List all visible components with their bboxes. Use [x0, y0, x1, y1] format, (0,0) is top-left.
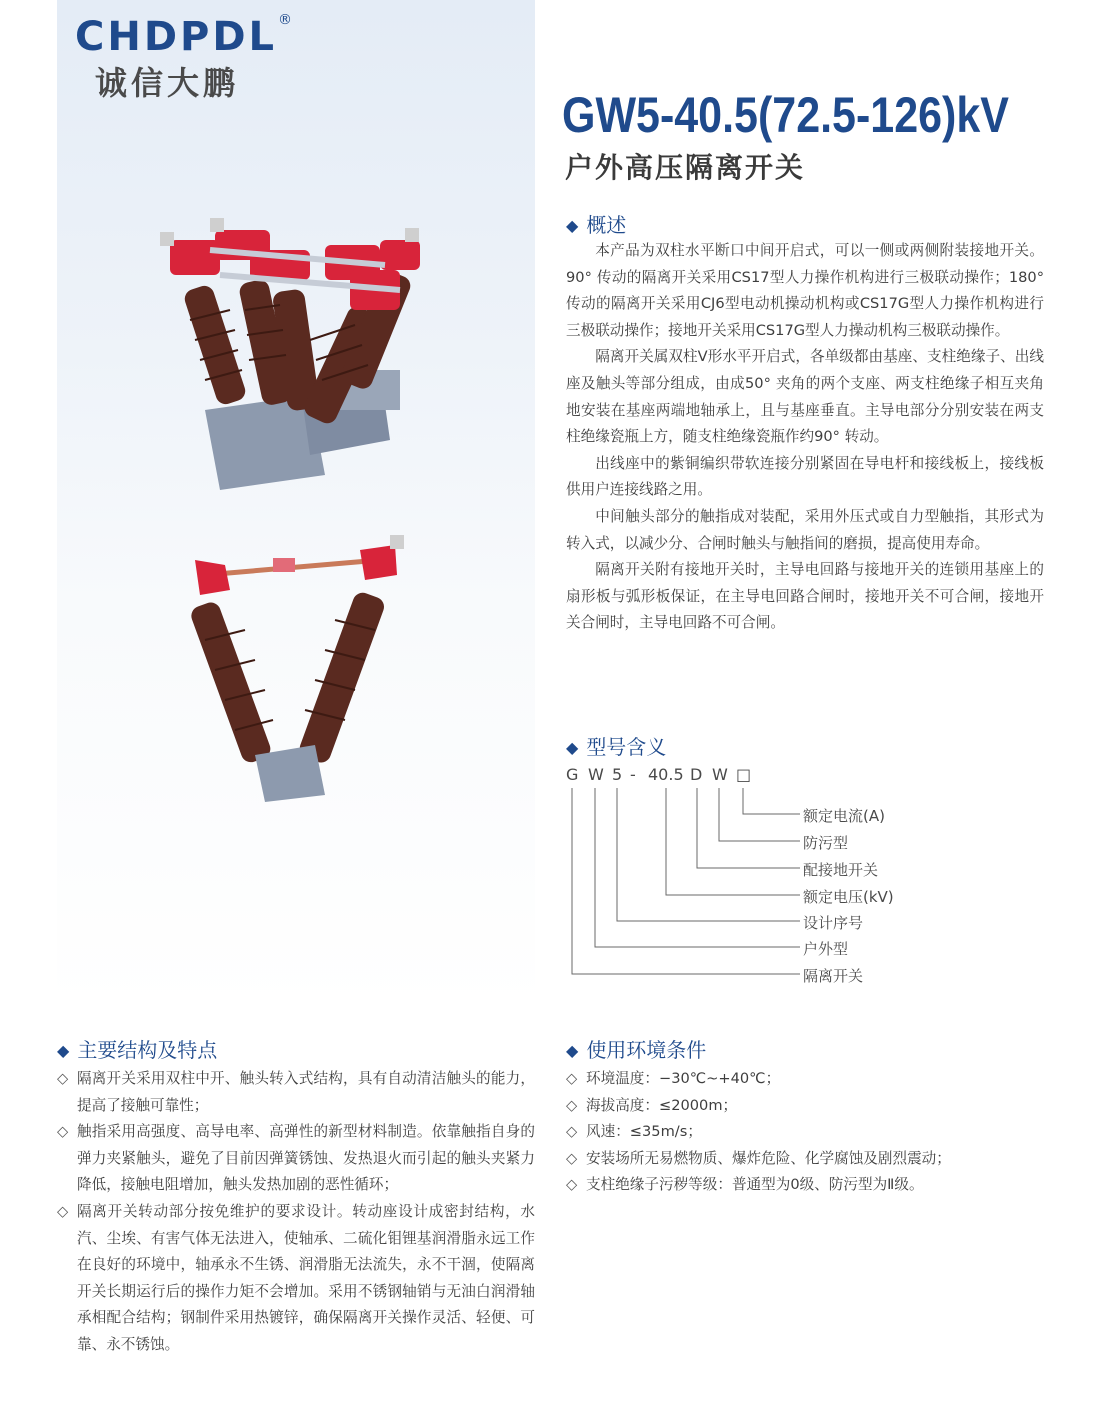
- list-item: [57, 1066, 535, 1119]
- code-g: G: [566, 765, 579, 784]
- meaning-grounding-switch: 配接地开关: [803, 861, 879, 879]
- hollow-diamond-icon: ◇: [57, 1202, 69, 1220]
- overview-heading-text: 概述: [586, 213, 627, 237]
- brand-logo: CHDPDL: [75, 14, 278, 60]
- meaning-outdoor: 户外型: [803, 940, 849, 958]
- structure-heading-text: 主要结构及特点: [77, 1038, 218, 1062]
- registered-mark: ®: [278, 12, 292, 28]
- meaning-anti-pollution: 防污型: [803, 834, 849, 852]
- code-d: D: [690, 765, 703, 784]
- list-item-text: 触指采用高强度、高导电率、高弹性的新型材料制造。依靠触指自身的弹力夹紧触头，避免了目前因弹簧锈蚀、发热退火而引起的触头夹紧力降低，接触电阻增加，触头发热加剧的恶性循环；: [77, 1123, 535, 1194]
- meaning-rated-voltage: 额定电压(kV): [803, 888, 894, 906]
- hollow-diamond-icon: ◇: [566, 1070, 578, 1087]
- brand-chinese-name: 诚信大鹏: [95, 64, 240, 102]
- hollow-diamond-icon: ◇: [57, 1123, 69, 1141]
- code-w: W: [588, 765, 604, 784]
- environment-heading: [566, 1034, 706, 1063]
- list-item: [566, 1066, 1044, 1093]
- list-item-text: 支柱绝缘子污秽等级：普通型为0级、防污型为Ⅱ级。: [586, 1176, 924, 1194]
- hollow-diamond-icon: ◇: [566, 1096, 578, 1114]
- code-5: 5: [612, 765, 623, 784]
- list-item: [566, 1146, 1044, 1173]
- overview-paragraph: 中间触头部分的触指成对装配，采用外压式或自力型触指，其形式为转入式，以减少分、合闸时触头与触指间的磨损，提高使用寿命。: [566, 507, 1044, 552]
- code-dash: -: [630, 765, 636, 784]
- list-item-text: 环境温度：−30℃~+40℃；: [586, 1070, 781, 1087]
- list-item-text: 安装场所无易燃物质、爆炸危险、化学腐蚀及剧烈震动；: [586, 1149, 951, 1167]
- diamond-icon: ◆: [57, 1041, 70, 1060]
- code-voltage: 40.5: [648, 765, 684, 784]
- hollow-diamond-icon: ◇: [566, 1176, 578, 1194]
- hollow-diamond-icon: ◇: [57, 1070, 69, 1087]
- environment-heading-text: 使用环境条件: [586, 1038, 707, 1062]
- meaning-design-number: 设计序号: [803, 914, 864, 932]
- overview-paragraph: 出线座中的紫铜编织带软连接分别紧固在导电杆和接线板上，接线板供用户连接线路之用。: [566, 454, 1044, 499]
- code-box: □: [736, 765, 752, 784]
- list-item-text: 隔离开关采用双柱中开、触头转入式结构，具有自动清洁触头的能力，提高了接触可靠性；: [77, 1070, 535, 1114]
- diamond-icon: ◆: [566, 738, 579, 757]
- code-w2: W: [712, 765, 728, 784]
- meaning-disconnector: 隔离开关: [803, 967, 864, 985]
- hollow-diamond-icon: ◇: [566, 1149, 578, 1167]
- list-item: [57, 1119, 535, 1199]
- product-name: 户外高压隔离开关: [565, 151, 806, 184]
- list-item-text: 隔离开关转动部分按免维护的要求设计。转动座设计成密封结构，水汽、尘埃、有害气体无法进入，使轴承、二硫化钼锂基润滑脂永远工作在良好的环境中，轴承永不生锈、润滑脂无法流失，永不干涸，使隔离开关长期运行后的操作力矩不会增加。采用不锈钢轴销与无油白润滑轴承相配合结构；钢制件采用热镀锌，确保隔离开关操作灵活、轻便、可靠、永不锈蚀。: [77, 1202, 535, 1353]
- list-item: [566, 1093, 1044, 1120]
- overview-paragraph: 隔离开关附有接地开关时，主导电回路与接地开关的连锁用基座上的扇形板与弧形板保证，在主导电回路合闸时，接地开关不可合闸，接地开关合闸时，主导电回路不可合闸。: [566, 561, 1044, 632]
- list-item-text: 海拔高度：≤2000m；: [586, 1096, 738, 1114]
- structure-list: [57, 1066, 535, 1359]
- list-item-text: 风速：≤35m/s；: [586, 1123, 702, 1141]
- environment-list: [566, 1066, 1044, 1199]
- diamond-icon: ◆: [566, 1041, 579, 1060]
- diamond-icon: ◆: [566, 216, 579, 235]
- product-model-title: GW5-40.5(72.5-126)kV: [562, 87, 1009, 143]
- hollow-diamond-icon: ◇: [566, 1123, 578, 1141]
- model-meaning-heading-text: 型号含义: [586, 735, 667, 759]
- list-item: [566, 1119, 1044, 1146]
- list-item: [566, 1172, 1044, 1199]
- structure-heading: [57, 1034, 217, 1063]
- overview-paragraph: 本产品为双柱水平断口中间开启式，可以一侧或两侧附装接地开关。90° 传动的隔离开关采用CS17型人力操作机构进行三极联动操作；180° 传动的隔离开关采用CJ6型电动机操动机构或CS17G型人力操作机构进行三极联动操作；接地开关采用CS17G型人力操动机构三极联动操作。: [566, 242, 1044, 339]
- list-item: [57, 1199, 535, 1359]
- meaning-rated-current: 额定电流(A): [803, 807, 885, 825]
- overview-paragraph: 隔离开关属双柱V形水平开启式，各单级都由基座、支柱绝缘子、出线座及触头等部分组成，由成50° 夹角的两个支座、两支柱绝缘子相互夹角地安装在基座两端地轴承上，且与基座垂直。主导电部分分别安装在两支柱绝缘瓷瓶上方，随支柱绝缘瓷瓶作约90° 转动。: [566, 348, 1044, 446]
